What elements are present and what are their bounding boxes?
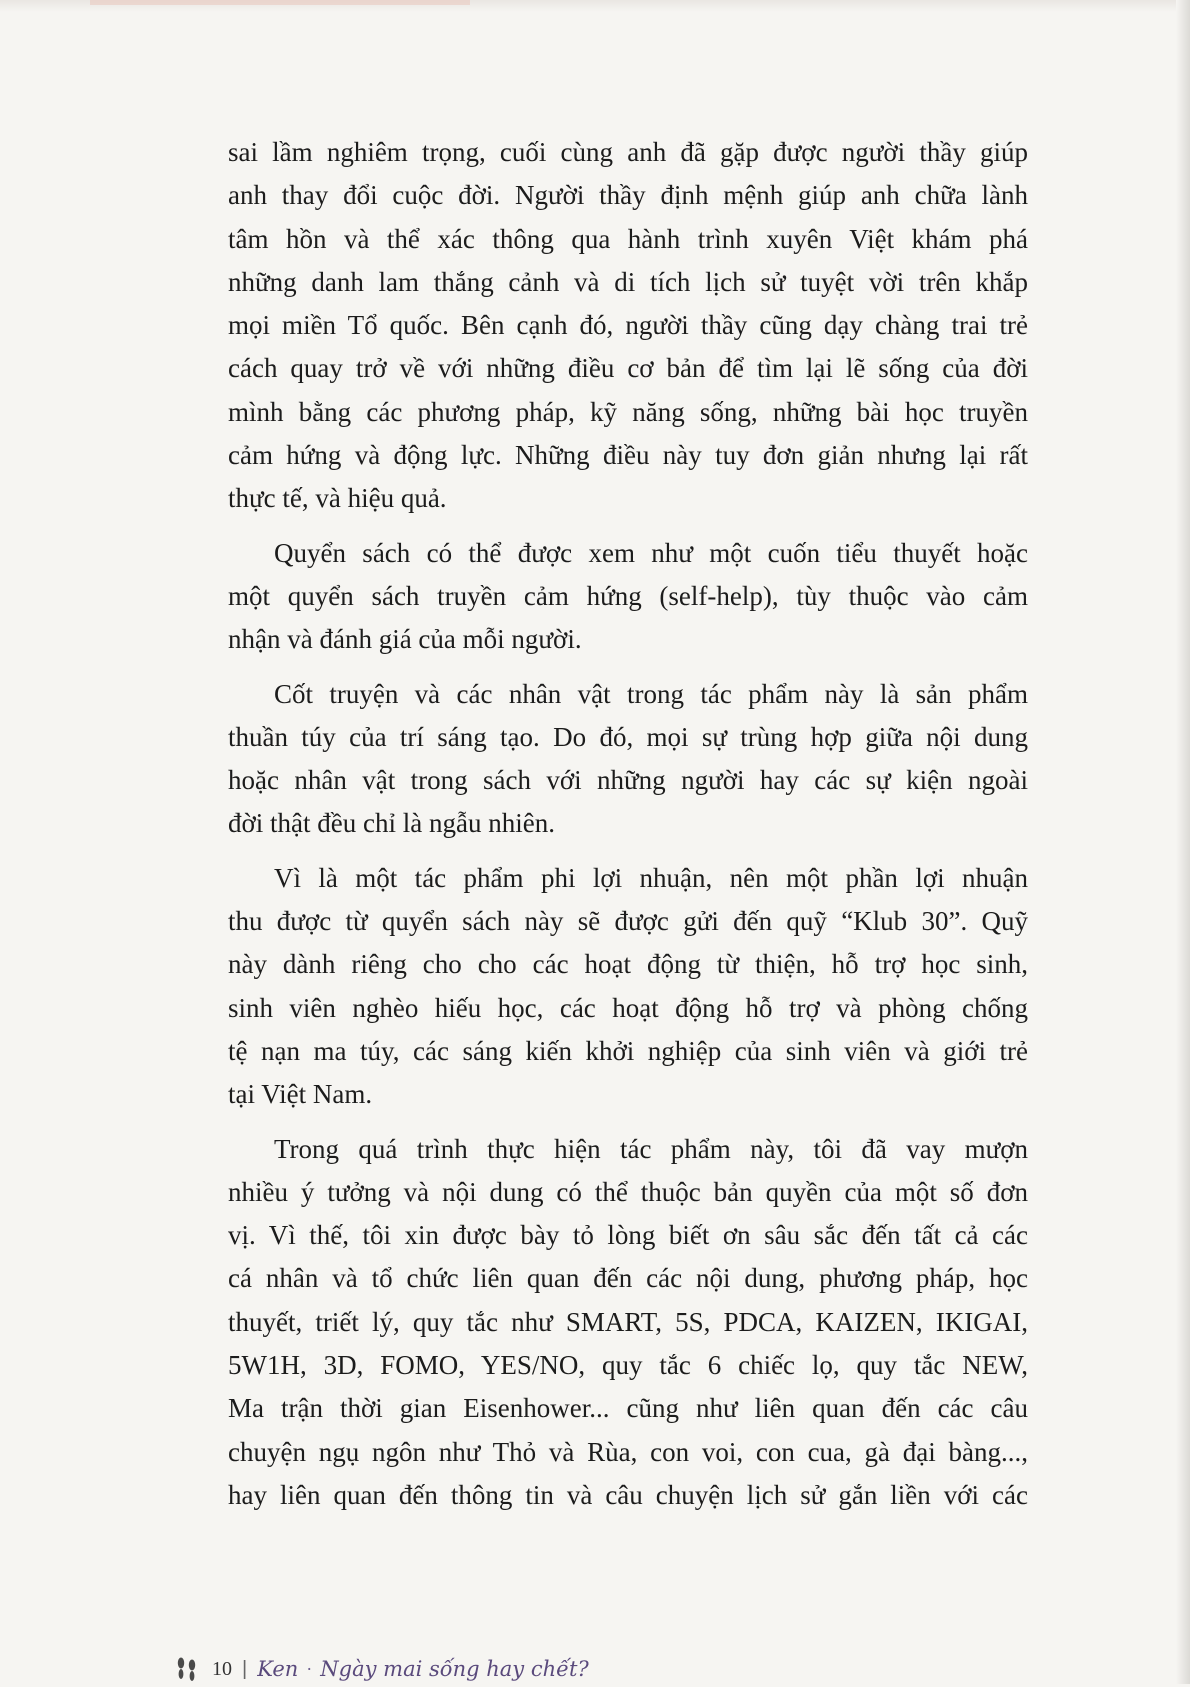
text-line: hay liên quan đến thông tin và câu chuyện lịch sử gắn liền với các [228,1479,1028,1510]
paragraph-gap [228,846,1028,857]
text-line: tại Việt Nam. [228,1079,373,1110]
text-line: cá nhân và tổ chức liên quan đến các nội dung, phương pháp, học [228,1263,1028,1294]
paragraph [228,1128,1028,1518]
text-line: này dành riêng cho cho các hoạt động từ thiện, hỗ trợ học sinh, [228,949,1028,980]
text-line: cảm hứng và động lực. Những điều này tuy đơn giản nhưng lại rất [228,440,1028,471]
paragraph-gap [228,1117,1028,1128]
text-line: mọi miền Tổ quốc. Bên cạnh đó, người thầy cũng dạy chàng trai trẻ [228,310,1028,341]
text-line: thuần túy của trí sáng tạo. Do đó, mọi sự trùng hợp giữa nội dung [228,721,1028,752]
text-line: Quyển sách có thể được xem như một cuốn tiểu thuyết hoặc [274,537,1028,568]
page-footer [172,1651,589,1687]
text-line: mình bằng các phương pháp, kỹ năng sống, những bài học truyền [228,396,1028,427]
page-top-edge-tint [90,0,470,5]
text-line: sinh viên nghèo hiếu học, các hoạt động hỗ trợ và phòng chống [228,992,1028,1023]
text-line: đời thật đều chỉ là ngẫu nhiên. [228,808,555,839]
text-line: những danh lam thắng cảnh và di tích lịch sử tuyệt vời trên khắp [228,266,1028,297]
paragraph [228,673,1028,846]
text-line: sai lầm nghiêm trọng, cuối cùng anh đã gặp được người thầy giúp [228,137,1028,167]
paragraph [228,131,1028,521]
text-line: Cốt truyện và các nhân vật trong tác phẩm này là sản phẩm [274,678,1028,709]
footer-author: Ken [257,1657,299,1681]
text-line: chuyện ngụ ngôn như Thỏ và Rùa, con voi, con cua, gà đại bàng..., [228,1436,1028,1467]
text-line: Trong quá trình thực hiện tác phẩm này, tôi đã vay mượn [274,1133,1028,1164]
paragraph-gap [228,521,1028,532]
text-line: hoặc nhân vật trong sách với những người hay các sự kiện ngoài [228,765,1028,796]
text-line: thuyết, triết lý, quy tắc như SMART, 5S, PDCA, KAIZEN, IKIGAI, [228,1306,1028,1337]
text-line: vị. Vì thế, tôi xin được bày tỏ lòng biết ơn sâu sắc đến tất cả các [228,1220,1028,1251]
page-number: 10 [212,1657,232,1680]
page-right-edge-shadow [1176,0,1190,1684]
text-line: thực tế, và hiệu quả. [228,483,447,514]
paragraph [228,857,1028,1117]
text-line: cách quay trở về với những điều cơ bản để tìm lại lẽ sống của đời [228,353,1028,384]
text-line: Vì là một tác phẩm phi lợi nhuận, nên một phần lợi nhuận [274,862,1028,893]
footer-book-title: Ngày mai sống hay chết? [320,1657,589,1681]
text-line: tâm hồn và thể xác thông qua hành trình xuyên Việt khám phá [228,223,1028,254]
paragraph-gap [228,662,1028,673]
footer-separator: | [242,1657,248,1680]
text-line: tệ nạn ma túy, các sáng kiến khởi nghiệp của sinh viên và giới trẻ [228,1035,1028,1066]
body-text [228,131,1028,1517]
text-line: Ma trận thời gian Eisenhower... cũng như liên quan đến các câu [228,1393,1028,1424]
footer-dot: · [306,1658,313,1679]
text-line: nhiều ý tưởng và nội dung có thể thuộc bản quyền của một số đơn [228,1176,1028,1207]
text-line: thu được từ quyển sách này sẽ được gửi đến quỹ “Klub 30”. Quỹ [228,906,1028,937]
text-line: 5W1H, 3D, FOMO, YES/NO, quy tắc 6 chiếc lọ, quy tắc NEW, [228,1350,1028,1381]
footprints-icon [172,1654,202,1684]
text-line: một quyển sách truyền cảm hứng (self-help), tùy thuộc vào cảm [228,580,1028,611]
text-line: nhận và đánh giá của mỗi người. [228,624,582,655]
text-line: anh thay đổi cuộc đời. Người thầy định mệnh giúp anh chữa lành [228,180,1028,211]
paragraph [228,532,1028,662]
